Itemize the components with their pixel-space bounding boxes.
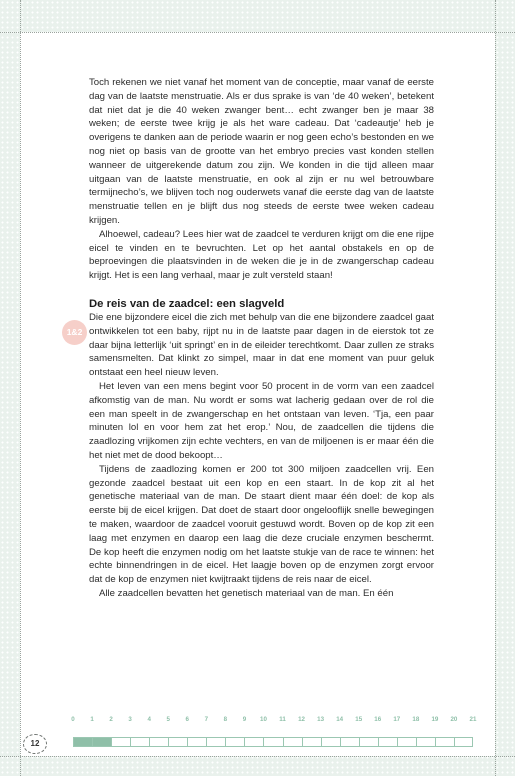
week-number-6: 6 [185, 716, 189, 723]
week-tick [435, 738, 436, 746]
week-tick [149, 738, 150, 746]
week-number-14: 14 [336, 716, 344, 723]
week-tick [168, 738, 169, 746]
week-number-5: 5 [166, 716, 170, 723]
week-tick [454, 738, 455, 746]
week-number-11: 11 [279, 716, 286, 723]
week-tick [244, 738, 245, 746]
week-tick [187, 738, 188, 746]
week-number-20: 20 [450, 716, 458, 723]
section-paragraph-4: Alle zaadcellen bevatten het genetisch materiaal van de man. En één [99, 587, 394, 599]
week-tick [92, 738, 93, 746]
week-number-8: 8 [223, 716, 228, 723]
left-dotted-rule [20, 0, 21, 776]
section-paragraph-3: Tijdens de zaadlozing komen er 200 tot 300 miljoen zaadcellen vrij. Een gezonde zaadcel bestaat uit een kop en een staart. In de kop zit al het genetische materiaal van de man. De staart dient maar één doel: de kop als eerste bij de eicel krijgen. Dat doet de staart door ongelooflijk snelle bewegingen te maken, waardoor de zaadcel vooruit gestuwd wordt. Boven op de kop zit een laag met enzymen en daarop een laag die deze cruciale enzymen beschermt. De kop heeft die enzymen nodig om het laatste stukje van de race te winnen: het echte binnendringen in de eicel. Het laagje boven op de enzymen zorgt ervoor dat de kop de enzymen niet kwijtraakt tijdens de reis naar de eicel. [89, 463, 434, 586]
week-tick [130, 738, 131, 746]
week-number-15: 15 [355, 716, 363, 723]
bottom-dotted-rule [0, 756, 515, 757]
week-number-7: 7 [204, 716, 209, 723]
section-heading: De reis van de zaadcel: een slagveld [89, 297, 285, 310]
week-number-12: 12 [298, 716, 305, 723]
week-tick [206, 738, 207, 746]
week-number-18: 18 [412, 716, 420, 723]
week-tick [321, 738, 322, 746]
week-number-19: 19 [431, 716, 439, 723]
week-tick [416, 738, 417, 746]
week-number-4: 4 [147, 716, 151, 723]
week-number-2: 2 [109, 716, 113, 723]
week-tick [359, 738, 360, 746]
section-paragraph-1: Die ene bijzondere eicel die zich met behulp van die ene bijzondere zaadcel gaat ontwikkelen tot een baby, rijpt nu in de laatste paar dagen in de eierstok tot ze daar bijna letterlijk ‘uit springt’ en in de eileider terechtkomt. Daar zullen ze straks samensmelten. Dat klinkt zo simpel, maar in dat ene moment van puur geluk ontstaat een heel nieuw leven. [89, 311, 434, 379]
top-dotted-rule [0, 32, 515, 33]
week-number-13: 13 [317, 716, 325, 723]
pregnancy-week-timeline [70, 716, 476, 751]
week-tick [378, 738, 379, 746]
week-progress-bar [73, 737, 473, 747]
intro-paragraph-2: Alhoewel, cadeau? Lees hier wat de zaadcel te verduren krijgt om die ene rijpe eicel te vinden en te bevruchten. Let op het aantal obstakels en op de beproevingen die plaatsvinden in de weken die je in de zwangerschap cadeau krijgt. Het is een lang verhaal, maar je zult versteld staan! [89, 228, 434, 282]
week-number-3: 3 [128, 716, 132, 723]
week-number-21: 21 [469, 716, 477, 723]
week-number-9: 9 [242, 716, 247, 723]
week-badge: 1&2 [62, 320, 87, 345]
week-number-16: 16 [374, 716, 382, 723]
week-tick [283, 738, 284, 746]
week-number-1: 1 [90, 716, 94, 723]
week-tick [225, 738, 226, 746]
intro-paragraph-1: Toch rekenen we niet vanaf het moment van de conceptie, maar vanaf de eerste dag van de laatste menstruatie. Als er dus sprake is van ‘de 40 weken’, betekent dat niet dat je die 40 weken zwanger bent… echt zwanger ben je maar 38 weken; de eerste twee krijg je als het ware cadeau. Dat ‘cadeautje’ heb je overigens te danken aan de periode waarin er nog geen echo’s bestonden en we nog niet op basis van de grootte van het embryo precies vast konden stellen wanneer de uitgerekende datum zou zijn. We konden in die tijd alleen maar uitgaan van de laatste menstruatie, en ook al zijn er nu wel betrouwbare termijnecho’s, we blijven toch nog ouderwets vanaf die eerste dag van de laatste menstruatie tellen en je blijft dus nog steeds de eerste twee weken cadeau krijgen. [89, 77, 434, 226]
week-tick [340, 738, 341, 746]
week-tick [397, 738, 398, 746]
week-tick [263, 738, 264, 746]
week-number-17: 17 [393, 716, 401, 723]
week-tick [111, 738, 112, 746]
section-paragraph-2: Het leven van een mens begint voor 50 procent in de vorm van een zaadcel afkomstig van de man. Nu wordt er soms wat lacherig gedaan over de rol die een man speelt in de zwangerschap en het ontstaan van leven. ‘Tja, een paar minuten lol en voor hem zat het erop.’ Nou, de zaadcellen die tijdens die zaadlozing vrijkomen zijn echte vechters, en van de miljoenen is er maar één die het niet met de dood bekoopt… [89, 380, 434, 461]
page-number: 12 [23, 734, 47, 754]
week-number-0: 0 [71, 716, 75, 723]
week-tick [302, 738, 303, 746]
body-text [89, 76, 434, 601]
week-number-10: 10 [260, 716, 267, 723]
right-dotted-rule [495, 0, 496, 776]
